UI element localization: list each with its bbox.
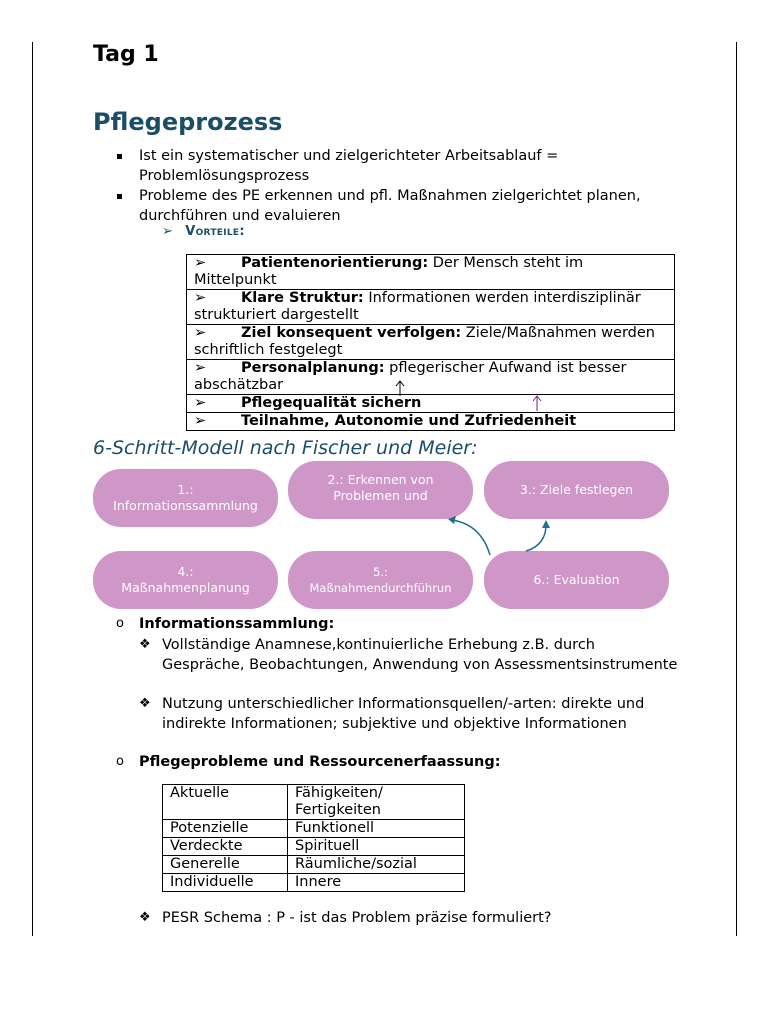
bullet-text: Ist ein systematischer und zielgerichteter Arbeitsablauf = Problemlösungsprozess [139, 148, 559, 184]
table-row [187, 255, 675, 290]
table-cell: Innere [288, 874, 465, 892]
arrow-bullet-icon: ➢ [194, 413, 207, 429]
table-row [163, 874, 465, 892]
step-number: 6.: Evaluation [533, 572, 620, 587]
vorteil-term: Personalplanung: [241, 360, 385, 376]
day-heading: Tag 1 [93, 42, 159, 67]
vorteil-term: Ziel konsequent verfolgen: [241, 325, 462, 341]
arrow-to-step-2-icon [452, 520, 490, 555]
vorteile-heading [162, 224, 245, 239]
table-row [187, 395, 675, 413]
square-bullet-icon [117, 154, 122, 159]
bullet-item [93, 146, 693, 186]
table-cell: Räumliche/sozial [288, 856, 465, 874]
vorteil-text: Informationen werden interdisziplinär strukturiert dargestellt [194, 290, 641, 323]
step-label: Maßnahmendurchführun [309, 581, 452, 595]
table-cell: Generelle [163, 856, 288, 874]
left-margin-line [32, 42, 33, 936]
diamond-bullet-icon: ❖ [139, 696, 151, 711]
model-title: 6-Schritt-Modell nach Fischer und Meier: [93, 437, 478, 459]
vorteile-label: Vorteile: [185, 224, 245, 239]
right-margin-line [736, 42, 737, 936]
square-bullet-icon [117, 194, 122, 199]
table-row [163, 820, 465, 838]
page-title: Pflegeprozess [93, 108, 283, 136]
info-item [139, 694, 682, 734]
table-row [187, 325, 675, 360]
arrow-to-step-3-icon [526, 525, 546, 551]
step-1-informationssammlung [93, 469, 278, 527]
pesr-text: PESR Schema : P - ist das Problem präzise formuliert? [162, 910, 552, 926]
step-3-ziele-festlegen [484, 461, 669, 519]
vorteil-term: Teilnahme, Autonomie und Zufriedenheit [241, 413, 577, 429]
arrow-bullet-icon: ➢ [194, 290, 207, 306]
table-cell: Spirituell [288, 838, 465, 856]
arrow-head-icon [448, 516, 456, 524]
vorteil-term: Patientenorientierung: [241, 255, 429, 271]
table-row [163, 785, 465, 820]
section-title: Informationssammlung: [139, 616, 335, 632]
step-label: Problemen und [333, 488, 428, 503]
arrow-bullet-icon: ➢ [194, 255, 207, 271]
info-item-text: Vollständige Anamnese,kontinuierliche Erhebung z.B. durch Gespräche, Beobachtungen, Anwendung von Assessmentsinstrumente [162, 637, 678, 673]
arrow-bullet-icon: ➢ [194, 360, 207, 376]
table-cell: Funktionell [288, 820, 465, 838]
cycle-arrows [440, 515, 560, 557]
bullet-item [93, 186, 693, 226]
table-row [187, 360, 675, 395]
step-5-massnahmendurchfuehrung [288, 551, 473, 609]
step-number: 3.: Ziele festlegen [519, 482, 634, 497]
diamond-bullet-icon: ❖ [139, 637, 151, 652]
circle-bullet-icon: o [116, 616, 124, 631]
step-6-evaluation [484, 551, 669, 609]
circle-bullet-icon: o [116, 754, 124, 769]
section-title: Pflegeprobleme und Ressourcenerfaassung: [139, 754, 501, 770]
vorteil-term: Pflegequalität sichern [241, 395, 422, 411]
step-4-massnahmenplanung [93, 551, 278, 609]
arrow-head-icon [542, 520, 550, 528]
table-row [187, 290, 675, 325]
table-cell: Aktuelle [163, 785, 288, 820]
diamond-bullet-icon: ❖ [139, 910, 151, 925]
step-label: Maßnahmenplanung [121, 580, 250, 595]
table-cell: Potenzielle [163, 820, 288, 838]
table-row [187, 413, 675, 431]
vorteile-table [186, 254, 675, 431]
step-number: 1.: [177, 482, 194, 497]
table-row [163, 838, 465, 856]
step-2-probleme-erkennen [288, 461, 473, 519]
step-number: 2.: Erkennen von [327, 472, 434, 487]
info-item-text: Nutzung unterschiedlicher Informationsquellen/-arten: direkte und indirekte Informationen; subjektive und objektive Informationen [162, 696, 645, 732]
arrow-bullet-icon: ➢ [194, 325, 207, 341]
step-number: 4.: [177, 564, 194, 579]
step-number: 5.: [373, 565, 388, 579]
section-informationssammlung [116, 614, 335, 634]
vorteil-text: Der Mensch steht im Mittelpunkt [194, 255, 584, 288]
up-arrow-mark-icon [532, 395, 542, 411]
table-cell: Fähigkeiten/ Fertigkeiten [288, 785, 465, 820]
pesr-item [139, 908, 682, 928]
intro-bullets [93, 146, 693, 226]
arrow-bullet-icon: ➢ [162, 224, 174, 239]
table-row [163, 856, 465, 874]
vorteil-text: pflegerischer Aufwand ist besser abschätzbar [194, 360, 627, 393]
vorteil-term: Klare Struktur: [241, 290, 364, 306]
table-cell: Verdeckte [163, 838, 288, 856]
bullet-text: Probleme des PE erkennen und pfl. Maßnahmen zielgerichtet planen, durchführen und evaluieren [139, 188, 641, 224]
resource-table [162, 784, 465, 892]
vorteil-text: Ziele/Maßnahmen werden schriftlich festgelegt [194, 325, 655, 358]
arrow-bullet-icon: ➢ [194, 395, 207, 411]
section-pflegeprobleme [116, 752, 501, 772]
step-label: Informationssammlung [113, 498, 258, 513]
info-item [139, 635, 682, 675]
table-cell: Individuelle [163, 874, 288, 892]
